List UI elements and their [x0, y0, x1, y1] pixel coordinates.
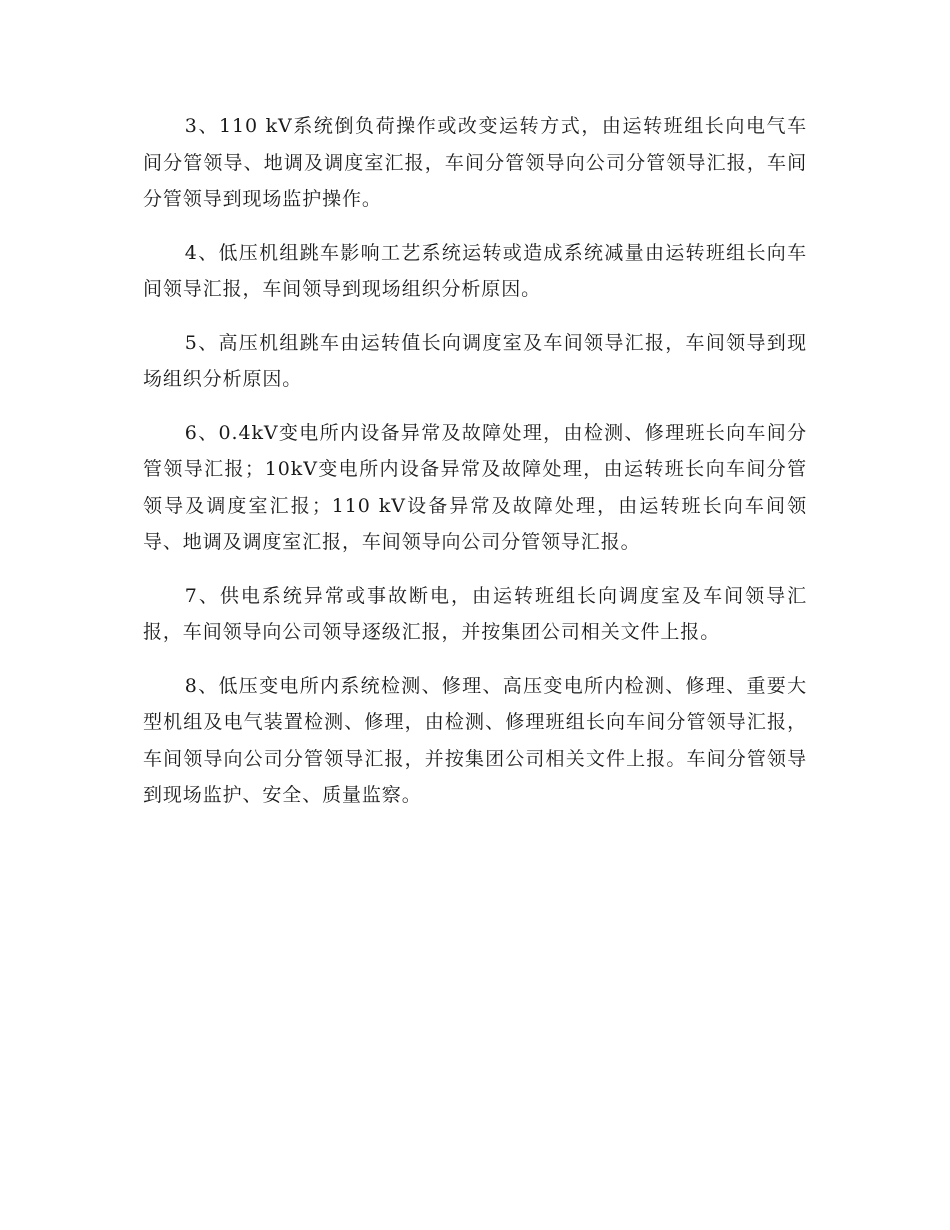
- paragraph-item-5: 5、高压机组跳车由运转值长向调度室及车间领导汇报，车间领导到现场组织分析原因。: [143, 331, 807, 390]
- paragraph-item-6: 6、0.4kV变电所内设备异常及故障处理，由检测、修理班长向车间分管领导汇报；10kV变电所内设备异常及故障处理，由运转班长向车间分管领导及调度室汇报；110 kV设备异常及故障处理，由运转班长向车间领导、地调及调度室汇报，车间领导向公司分管领导汇报。: [143, 421, 807, 553]
- paragraph-item-3: 3、110 kV系统倒负荷操作或改变运转方式，由运转班组长向电气车间分管领导、地调及调度室汇报，车间分管领导向公司分管领导汇报，车间分管领导到现场监护操作。: [143, 115, 807, 210]
- document-body: [143, 108, 807, 831]
- paragraph-item-4: 4、低压机组跳车影响工艺系统运转或造成系统减量由运转班组长向车间领导汇报，车间领导到现场组织分析原因。: [143, 241, 807, 300]
- paragraph-item-7: 7、供电系统异常或事故断电，由运转班组长向调度室及车间领导汇报，车间领导向公司领导逐级汇报，并按集团公司相关文件上报。: [143, 584, 807, 643]
- paragraph-item-8: 8、低压变电所内系统检测、修理、高压变电所内检测、修理、重要大型机组及电气装置检测、修理，由检测、修理班组长向车间分管领导汇报，车间领导向公司分管领导汇报，并按集团公司相关文件上报。车间分管领导到现场监护、安全、质量监察。: [143, 674, 807, 806]
